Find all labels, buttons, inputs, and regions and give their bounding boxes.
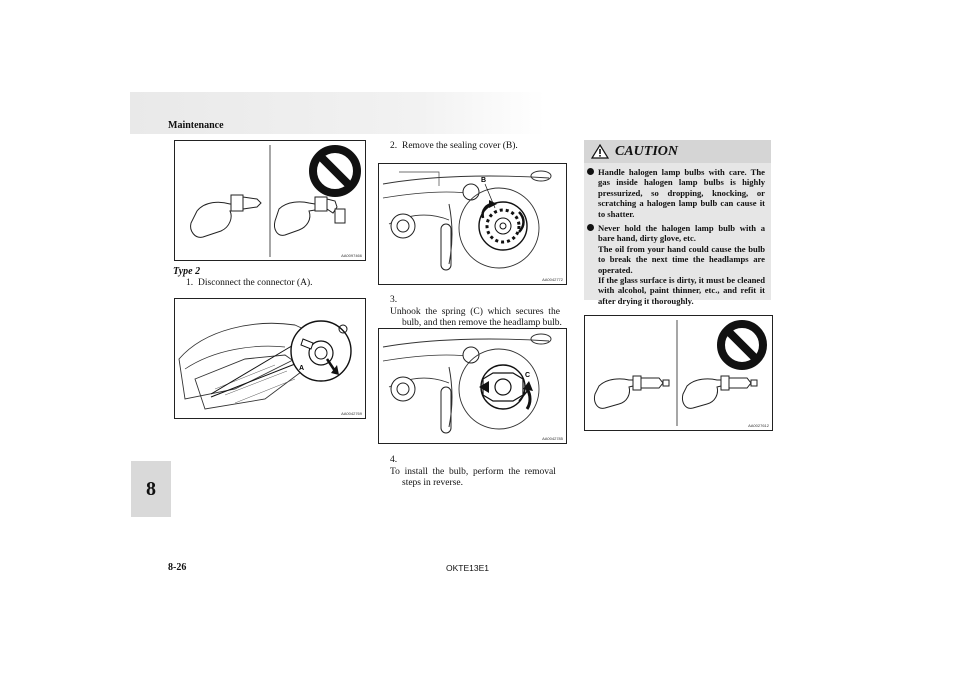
caution-item-text-3: If the glass surface is dirty, it must be cleaned with alcohol, paint thinner, etc., and refit it after drying it thoroughly. <box>598 275 765 306</box>
figure-bulb-handling <box>174 140 366 261</box>
step-4 <box>390 455 566 490</box>
figure-bare-hand <box>584 315 773 431</box>
step-number: 3. <box>390 295 398 305</box>
bullet-icon <box>587 168 594 175</box>
step-text-line1: To install the bulb, perform the removal <box>390 466 556 477</box>
step-text-line2: bulb, and then remove the headlamp bulb. <box>402 318 562 328</box>
step-2 <box>390 141 518 153</box>
chapter-tab: 8 <box>131 461 171 517</box>
step-1 <box>186 278 312 290</box>
page-number: 8-26 <box>168 562 187 573</box>
caution-item-text-1: Never hold the halogen lamp bulb with a bare hand, dirty glove, etc. <box>598 223 765 244</box>
figure-id: AA0097466 <box>341 253 362 258</box>
type-heading: Type 2 <box>173 266 201 277</box>
figure-spring <box>378 328 567 444</box>
label-b: B <box>481 177 487 184</box>
step-text-line1: Unhook the spring (C) which secures the <box>390 306 560 317</box>
caution-item-text: Handle halogen lamp bulbs with care. The gas inside halogen lamp bulbs is highly pressurized, so dropping, knocking, or scratching a halogen lamp bulb can cause it to shatter. <box>598 167 765 219</box>
caution-item-1 <box>598 167 765 219</box>
step-number: 1. <box>186 278 194 288</box>
caution-item-2 <box>598 223 765 306</box>
bullet-icon <box>587 224 594 231</box>
figure-id: AA0042785 <box>542 436 563 441</box>
figure-id: AA0042772 <box>542 277 563 282</box>
section-title: Maintenance <box>168 120 224 131</box>
figure-sealing-cover <box>378 163 567 285</box>
step-text-line2: steps in reverse. <box>402 478 463 488</box>
step-number: 2. <box>390 141 398 151</box>
label-c: C <box>525 372 531 379</box>
caution-box <box>584 140 771 306</box>
doc-code: OKTE13E1 <box>446 563 489 573</box>
step-3 <box>390 295 566 330</box>
caution-title: CAUTION <box>615 144 679 159</box>
figure-connector <box>174 298 366 419</box>
figure-id: AA0042769 <box>341 411 362 416</box>
step-text: Disconnect the connector (A). <box>198 278 313 288</box>
figure-id: AA0027612 <box>748 423 769 428</box>
step-number: 4. <box>390 455 398 465</box>
caution-item-text-2: The oil from your hand could cause the bulb to break the next time the headlamps are operated. <box>598 243 765 275</box>
warning-triangle-icon <box>591 144 609 159</box>
step-text: Remove the sealing cover (B). <box>402 141 518 151</box>
caution-header <box>584 140 771 163</box>
label-a: A <box>299 365 305 372</box>
